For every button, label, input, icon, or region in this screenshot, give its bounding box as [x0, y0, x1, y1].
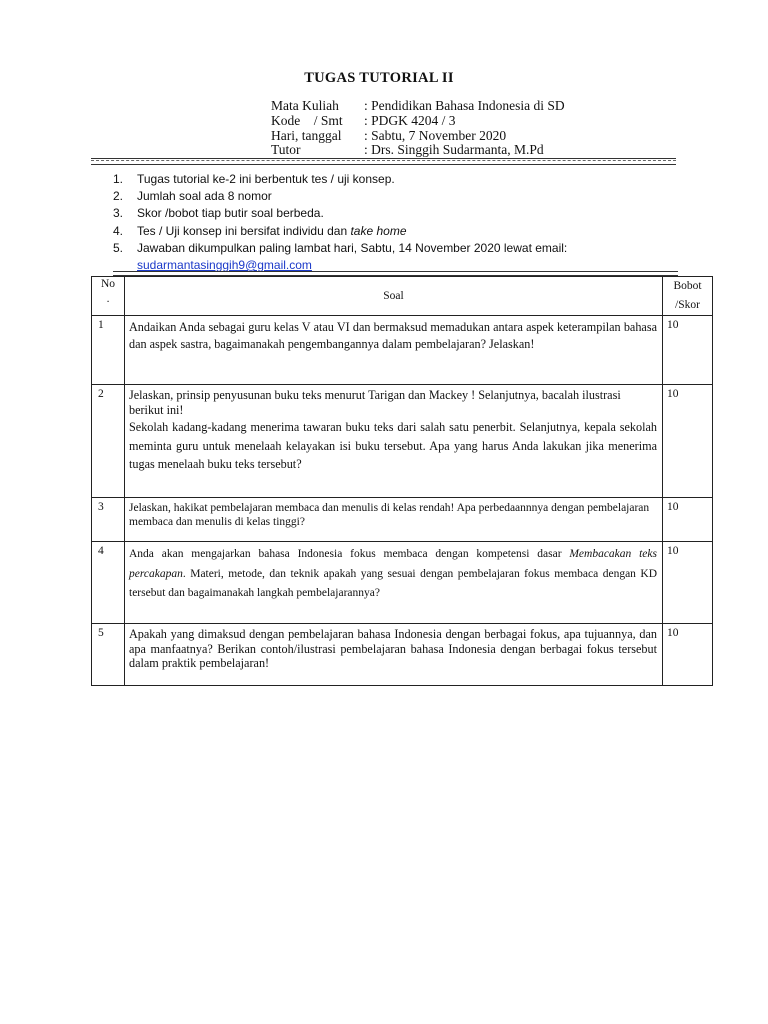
question-text: Apakah yang dimaksud dengan pembelajaran bahasa Indonesia dengan berbagai fokus, apa tujuannya, dan apa manfaatnya? Berikan contoh/ilustrasi pembelajaran bahasa Indonesia dengan berbagai fokus tersebut dalam praktik pembelajaran!: [125, 624, 663, 686]
item-text: Tes / Uji konsep ini bersifat individu dan: [137, 223, 351, 238]
item-number: 3.: [113, 206, 124, 221]
instruction-item: [113, 171, 693, 188]
instruction-item: [113, 223, 693, 240]
question-score: 10: [663, 316, 713, 385]
question-text-post: . Materi, metode, dan teknik apakah yang sesuai dengan pembelajaran fokus membaca dengan KD tersebut dan bagaimanakah langkah pembelajarannya?: [129, 567, 657, 600]
instruction-list: [113, 171, 693, 274]
page-title: [0, 70, 768, 87]
header-soal-text: Soal: [383, 290, 404, 302]
meta-row-date: [271, 129, 565, 144]
question-text: Andaikan Anda sebagai guru kelas V atau VI dan bermaksud memadukan antara aspek keterampilan bahasa dan aspek sastra, bagaimanakah pengembangannya dalam pembelajaran? Jelaskan!: [125, 316, 663, 385]
header-skor-text: /Skor: [675, 299, 700, 311]
question-table: [91, 276, 713, 686]
header-no-dot: .: [106, 293, 110, 305]
item-number: 2.: [113, 189, 124, 204]
meta-value: : Pendidikan Bahasa Indonesia di SD: [364, 98, 565, 113]
meta-row-code: [271, 114, 565, 129]
item-number: 5.: [113, 240, 124, 255]
question-number: 5: [92, 624, 125, 686]
meta-label: Mata Kuliah: [271, 98, 339, 113]
meta-label: Hari, tanggal: [271, 127, 342, 143]
item-text: Skor /bobot tiap butir soal berbeda.: [137, 206, 324, 221]
question-score: 10: [663, 385, 713, 498]
dashed-rule-divider: [91, 160, 676, 161]
question-text: [125, 385, 663, 498]
question-text-emphasis: Membacakan teks percakapan: [129, 548, 657, 580]
question-text: [125, 542, 663, 624]
header-bobot-text: Bobot: [673, 280, 702, 292]
meta-label: Kode / Smt: [271, 112, 343, 128]
instruction-item: [113, 240, 693, 257]
item-text: Tugas tutorial ke-2 ini berbentuk tes / uji konsep.: [137, 172, 395, 186]
question-score: 10: [663, 498, 713, 542]
question-text: Jelaskan, hakikat pembelajaran membaca dan menulis di kelas rendah! Apa perbedaannnya dengan pembelajaran membaca dan menulis di kelas tinggi?: [125, 498, 663, 542]
question-number: 3: [92, 498, 125, 542]
table-row: [92, 385, 713, 498]
table-row: [92, 498, 713, 542]
item-emphasis: take home: [350, 223, 407, 238]
item-number: 1.: [113, 172, 124, 186]
question-score: 10: [663, 624, 713, 686]
meta-label: Tutor: [271, 142, 301, 158]
table-row: [92, 316, 713, 385]
course-meta: [271, 99, 565, 158]
item-text: Jumlah soal ada 8 nomor: [137, 189, 272, 204]
meta-row-course: [271, 99, 565, 114]
meta-value: : Sabtu, 7 November 2020: [364, 127, 507, 143]
header-bobot: [663, 277, 713, 316]
question-text-pre: Anda akan mengajarkan bahasa Indonesia fokus membaca dengan kompetensi dasar: [129, 548, 570, 560]
email-link[interactable]: sudarmantasinggih9@gmail.com: [137, 258, 312, 273]
header-soal: [125, 277, 663, 316]
header-no: [92, 277, 125, 316]
table-row: [92, 624, 713, 686]
item-text: Jawaban dikumpulkan paling lambat hari, Sabtu, 14 November 2020 lewat email:: [137, 240, 568, 255]
question-number: 2: [92, 385, 125, 498]
question-number: 4: [92, 542, 125, 624]
header-no-text: No: [100, 278, 116, 290]
table-row: [92, 542, 713, 624]
question-number: 1: [92, 316, 125, 385]
question-score: 10: [663, 542, 713, 624]
question-part-a: Jelaskan, prinsip penyusunan buku teks menurut Tarigan dan Mackey ! Selanjutnya, bacalah ilustrasi berikut ini!: [129, 388, 621, 417]
instruction-item: [113, 205, 693, 222]
title-text: TUGAS TUTORIAL II: [304, 70, 454, 86]
table-header-row: [92, 277, 713, 316]
question-part-b: Sekolah kadang-kadang menerima tawaran buku teks dari salah satu penerbit. Selanjutnya, kepala sekolah meminta guru untuk menelaah kelayakan isi buku tersebut. Apa yang harus Anda lakukan jika menerima tugas menelaah buku teks tersebut?: [129, 420, 657, 471]
item-number: 4.: [113, 223, 124, 238]
instruction-item: [113, 188, 693, 205]
meta-row-tutor: [271, 143, 565, 158]
meta-value: : Drs. Singgih Sudarmanta, M.Pd: [364, 142, 544, 158]
meta-value: : PDGK 4204 / 3: [364, 112, 456, 128]
